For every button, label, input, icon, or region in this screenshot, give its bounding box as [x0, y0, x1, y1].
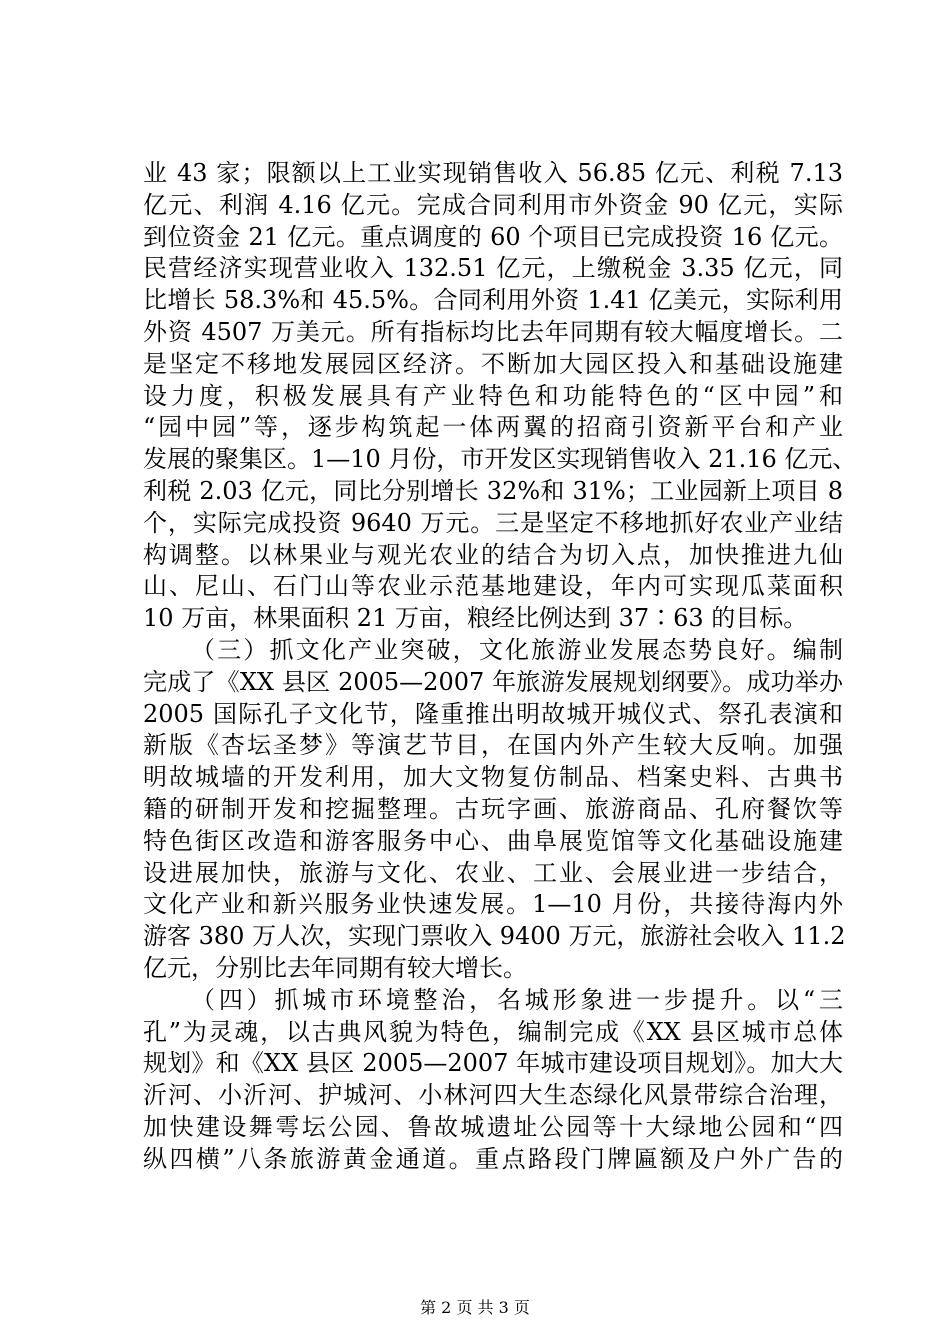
- text-line: 文化产业和新兴服务业快速发展。1—10 月份，共接待海内外: [143, 890, 843, 919]
- text-line: 亿元，分别比去年同期有较大增长。: [143, 953, 527, 982]
- text-line: 沂河、小沂河、护城河、小林河四大生态绿化风景带综合治理，: [143, 1081, 843, 1110]
- text-line: 特色街区改造和游客服务中心、曲阜展览馆等文化基础设施建: [143, 826, 843, 855]
- text-line: 加快建设舞雩坛公园、鲁故城遗址公园等十大绿地公园和“四: [143, 1112, 843, 1141]
- text-line: 发展的聚集区。1—10 月份，市开发区实现销售收入 21.16 亿元、: [143, 445, 857, 474]
- text-line: 纵四横”八条旅游黄金通道。重点路段门牌匾额及户外广告的: [143, 1144, 843, 1173]
- text-line: 业 43 家；限额以上工业实现销售收入 56.85 亿元、利税 7.13: [143, 159, 843, 187]
- text-line: 明故城墙的开发利用，加大文物复仿制品、档案史料、古典书: [143, 763, 843, 792]
- text-line: （三）抓文化产业突破，文化旅游业发展态势良好。编制: [191, 635, 843, 664]
- text-line: 亿元、利润 4.16 亿元。完成合同利用市外资金 90 亿元，实际: [143, 190, 843, 219]
- text-line: 籍的研制开发和挖掘整理。古玩字画、旅游商品、孔府餐饮等: [143, 794, 843, 823]
- document-body: [143, 158, 857, 1176]
- text-line: 孔”为灵魂，以古典风貌为特色，编制完成《XX 县区城市总体: [143, 1017, 843, 1046]
- text-line: 完成了《XX 县区 2005—2007 年旅游发展规划纲要》。成功举办: [143, 667, 843, 696]
- text-line: 2005 国际孔子文化节，隆重推出明故城开城仪式、祭孔表演和: [143, 699, 843, 728]
- text-line: 是坚定不移地发展园区经济。不断加大园区投入和基础设施建: [143, 349, 843, 378]
- text-line: 个，实际完成投资 9640 万元。三是坚定不移地抓好农业产业结: [143, 508, 843, 537]
- text-line: 利税 2.03 亿元，同比分别增长 32%和 31%；工业园新上项目 8: [143, 476, 843, 505]
- text-line: 规划》和《XX 县区 2005—2007 年城市建设项目规划》。加大大: [143, 1049, 843, 1078]
- text-line: 设力度，积极发展具有产业特色和功能特色的“区中园”和: [143, 381, 843, 410]
- text-line: 民营经济实现营业收入 132.51 亿元，上缴税金 3.35 亿元，同: [143, 254, 843, 283]
- text-line: 比增长 58.3%和 45.5%。合同利用外资 1.41 亿美元，实际利用: [143, 286, 843, 315]
- text-line: （四）抓城市环境整治，名城形象进一步提升。以“三: [191, 985, 843, 1014]
- text-line: 游客 380 万人次，实现门票收入 9400 万元，旅游社会收入 11.2: [143, 922, 846, 951]
- text-line: 10 万亩，林果面积 21 万亩，粮经比例达到 37∶63 的目标。: [143, 604, 808, 633]
- text-line: 山、尼山、石门山等农业示范基地建设，年内可实现瓜菜面积: [143, 572, 843, 601]
- text-line: 设进展加快，旅游与文化、农业、工业、会展业进一步结合，: [143, 858, 843, 887]
- text-line: 外资 4507 万美元。所有指标均比去年同期有较大幅度增长。二: [143, 317, 843, 346]
- text-line: 新版《杏坛圣梦》等演艺节目，在国内外产生较大反响。加强: [143, 731, 843, 760]
- page-number: 第 2 页 共 3 页: [420, 1298, 530, 1317]
- text-line: 到位资金 21 亿元。重点调度的 60 个项目已完成投资 16 亿元。: [143, 222, 843, 251]
- page-footer: [0, 1298, 950, 1318]
- text-line: 构调整。以林果业与观光农业的结合为切入点，加快推进九仙: [143, 540, 843, 569]
- text-line: “园中园”等，逐步构筑起一体两翼的招商引资新平台和产业: [143, 413, 843, 442]
